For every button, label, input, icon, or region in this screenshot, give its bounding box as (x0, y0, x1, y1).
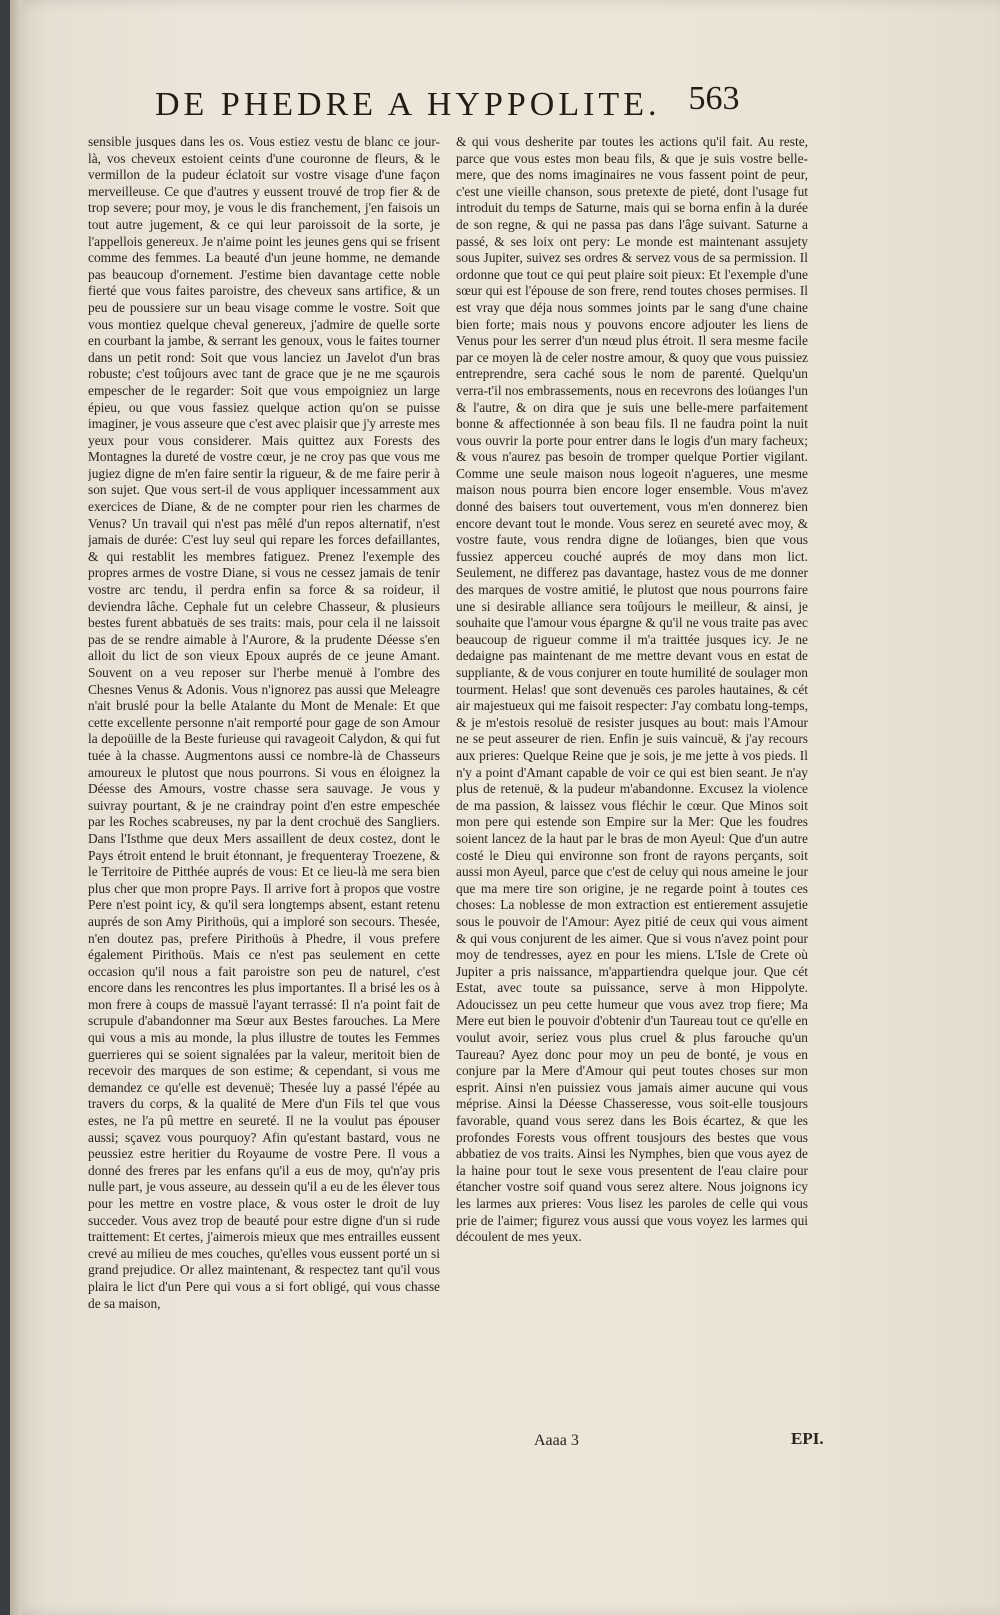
right-text-column (456, 134, 808, 1434)
left-text-column (88, 134, 440, 1434)
catchword: EPI. (791, 1429, 824, 1448)
book-page (10, 0, 1000, 1615)
page-binding-edge (10, 0, 22, 1615)
left-column-text: sensible jusques dans les os. Vous estiez vestu de blanc ce jour-là, vos cheveux estoient ceints d'une couronne de fleurs, & le vermillon de la pudeur éclatoit sur vostre visage d'une façon merveilleuse. Ce que d'autres y eussent trouvé de trop fier & de trop severe; pour moy, je vous le dis franchement, j'en faisois un tout autre jugement, & ce qui leur paroissoit de la sorte, je l'appellois genereux. Je n'aime point les jeunes gens qui se frisent comme des femmes. La beauté d'un jeune homme, ne demande pas beaucoup d'ornement. J'estime bien davantage cette noble fierté que vous faites paroistre, des cheveux sans artifice, & un peu de poussiere sur un beau visage comme le vostre. Soit que vous montiez quelque cheval genereux, j'admire de quelle sorte en courbant la jambe, & serrant les genoux, vous le faites tourner dans un petit rond: Soit que vous lanciez un Javelot d'un bras robuste; c'est toûjours avec tant de grace que je ne me sçaurois empescher de le regarder: Soit que vous empoigniez un large épieu, ou que vous fassiez quelque action qu'on se puisse imaginer, je vous asseure que c'est avec plaisir que j'y arreste mes yeux pour vous considerer. Mais quittez aux Forests des Montagnes la dureté de vostre cœur, je ne croy pas que vous me jugiez digne de m'en faire sentir la rigueur, & de me faire perir à son sujet. Que vous sert-il de vous appliquer incessamment aux exercices de Diane, & de ne compter pour rien les charmes de Venus? Un travail qui n'est pas mêlé d'un repos alternatif, n'est jamais de durée: C'est luy seul qui repare les forces defaillantes, & qui restablit les membres fatiguez. Prenez l'exemple des propres armes de vostre Diane, si vous ne cessez jamais de tenir vostre arc tendu, il perdra enfin sa force & sa roideur, il deviendra lâche. Cephale fut un celebre Chasseur, & plusieurs bestes furent abbatuës de ses traits: mais, pour cela il ne laissoit pas de se rendre aimable à l'Aurore, & la prudente Déesse s'en alloit du lict de son vieux Epoux auprés de ce jeune Amant. Souvent on a veu reposer sur l'herbe menuë à l'ombre des Chesnes Venus & Adonis. Vous n'ignorez pas aussi que Meleagre n'ait bruslé pour la belle Atalante du Mont de Menale: Et que cette excellente personne n'ait remporté pour gage de son Amour la depoüille de la Beste furieuse qui ravageoit Calydon, & qui fut tuée à la chasse. Augmentons aussi ce nombre-là de Chasseurs amoureux le plutost que nous pourrons. Si vous en éloignez la Déesse des Amours, vostre chasse sera sauvage. Je vous y suivray pourtant, & je ne craindray point d'en estre empeschée par les Roches scabreuses, ny par la dent crochuë des Sangliers. Dans l'Isthme que deux Mers assaillent de deux costez, dont le Pays étroit entend le bruit étonnant, je frequenteray Troezene, & le Territoire de Pitthée auprés de vous: Et ce lieu-là me sera bien plus cher que mon propre Pays. Il arrive fort à propos que vostre Pere n'est point icy, & qu'il sera longtemps absent, estant retenu auprés de son Amy Pirithoüs, qui a imploré son secours. Thesée, n'en doutez pas, prefere Pirithoüs à Phedre, il vous prefere également Pirithoüs. Mais ce n'est pas seulement en cette occasion qu'il nous a fait paroistre son peu de naturel, c'est encore dans les rencontres les plus importantes. Il a brisé les os à mon frere à coups de massuë l'ayant terrassé: Il n'a point fait de scrupule d'abandonner ma Sœur aux Bestes farouches. La Mere qui vous a mis au monde, la plus illustre de toutes les Femmes guerrieres qui se soient signalées par la valeur, meritoit bien de recevoir des marques de son estime; & cependant, si vous me demandez ce qu'elle est devenuë; Thesée luy a passé l'épée au travers du corps, & la qualité de Mere d'un Fils tel que vous estes, ne l'a pû mettre en seureté. Il ne la voulut pas épouser aussi; sçavez vous pourquoy? Afin qu'estant bastard, vous ne peussiez estre heritier du Royaume de vostre Pere. Il vous a donné des freres par les enfans qu'il a eus de moy, qu'n'ay pris nulle part, je vous asseure, au dessein qu'il a eu de les élever tous pour les mettre en vostre place, & vous oster le droit de luy succeder. Vous avez trop de beauté pour estre digne d'un si rude traittement: Et certes, j'aimerois mieux que mes entrailles eussent crevé au milieu de mes couches, qu'elles vous eussent porté un si grand prejudice. Or allez maintenant, & respectez tant qu'il vous plaira le lict d'un Pere qui vous a si fort obligé, qui vous chasse de sa maison, (88, 134, 440, 1311)
page-number: 563 (688, 80, 740, 117)
right-column-text: & qui vous desherite par toutes les actions qu'il fait. Au reste, parce que vous estes mon beau fils, & que je suis vostre belle-mere, que des noms imaginaires ne vous fassent point de peur, c'est une vieille chanson, sous pretexte de pieté, dont l'usage fut introduit du temps de Saturne, mais qui se borna enfin à la durée de son regne, & qui ne passa pas dans l'âge suivant. Saturne a passé, & ses loix ont pery: Le monde est maintenant assujety sous Jupiter, suivez ses ordres & servez vous de sa permission. Il ordonne que tout ce qui peut plaire soit pieux: Et l'exemple d'une sœur qui est l'épouse de son frere, rend toutes choses permises. Il est vray que déja nous sommes joints par le sang d'une chaine bien forte; mais nous y pouvons encore adjouter les liens de Venus pour les serrer d'un nœud plus étroit. Il sera mesme facile par ce moyen là de celer nostre amour, & quoy que vous puissiez entreprendre, sera caché sous le nom de parenté. Quelqu'un verra-t'il nos embrassements, nous en recevrons des loüanges l'un & l'autre, & on dira que je suis une belle-mere parfaitement bonne & affectionnée à son beau fils. Il ne faudra point la nuit vous ouvrir la porte pour entrer dans le logis d'un mary facheux; & vous n'aurez pas besoin de tromper quelque Portier vigilant. Comme une seule maison nous logeoit n'agueres, une mesme maison nous pourra bien encore loger ensemble. Vous m'avez donné des baisers tout ouvertement, vous m'en donnerez bien encore devant tout le monde. Vous serez en seureté avec moy, & vostre faute, vous rendra digne de loüanges, bien que vous fussiez apperceu couché auprés de moy dans mon lict. Seulement, ne differez pas davantage, hastez vous de me donner des marques de vostre amitié, le plutost que nous pourrons faire une si desirable alliance sera toûjours le meilleur, & ainsi, je souhaite que l'amour vous épargne & qu'il ne vous traite pas avec beaucoup de rigueur comme il m'a traittée jusques icy. Je ne dedaigne pas maintenant de me mettre devant vous en estat de suppliante, & de vous conjurer en toute humilité de soulager mon tourment. Helas! que sont devenuës ces paroles hautaines, & cét air majestueux qui me faisoit respecter: J'ay combatu long-temps, & je m'estois resoluë de resister jusques au bout: mais l'Amour ne se peut asseurer de rien. Enfin je suis vaincuë, & j'ay recours aux prieres: Quelque Reine que je sois, je me jette à vos pieds. Il n'y a point d'Amant capable de voir ce qui est bien seant. Je n'ay plus de retenuë, & la pudeur m'abandonne. Excusez la violence de ma passion, & laissez vous fléchir le cœur. Que Minos soit mon pere qui estende son Empire sur la Mer: Que les foudres soient lancez de la haut par le bras de mon Ayeul: Que d'un autre costé le Dieu qui environne son front de rayons perçants, soit aussi mon Ayeul, parce que c'est de celuy qui nous ameine le jour que ma mere tire son origine, je ne regarde point à toutes ces choses: La noblesse de mon extraction est entierement assujetie sous le pouvoir de l'Amour: Ayez pitié de ceux qui vous aiment & qui vous conjurent de les aimer. Que si vous n'avez point pour moy de tendresses, ayez en pour les miens. L'Isle de Crete où Jupiter a pris naissance, m'appartiendra quelque jour. Que cét Estat, avec toute sa puissance, serve à mon Hippolyte. Adoucissez un peu cette humeur que vous avez trop fiere; Ma Mere eut bien le pouvoir d'obtenir d'un Taureau tout ce qu'elle en voulut avoir, seriez vous plus cruel & plus farouche qu'un Taureau? Ayez donc pour moy un peu de bonté, je vous en conjure par la Mere d'Amour qui peut toutes choses sur mon esprit. Ainsi n'en puissiez vous jamais aimer aucune qui vous méprise. Ainsi la Déesse Chasseresse, vous soit-elle tousjours favorable, quand vous serez dans les Bois écartez, & que les profondes Forests vous offrent tousjours des bestes que vous abbatiez de vos traits. Ainsi les Nymphes, bien que vous ayez de la haine pour tout le sexe vous presentent de l'eau claire pour étancher vostre soif quand vous serez altere. Nous joignons icy les larmes aux prieres: Vous lisez les paroles de celle qui vous prie de l'aimer; figurez vous aussi que vous voyez les larmes qui découlent de mes yeux. (456, 134, 808, 1245)
printer-signature: Aaaa 3 (534, 1432, 579, 1449)
running-head: DE PHEDRE A HYPPOLITE. (155, 86, 661, 123)
